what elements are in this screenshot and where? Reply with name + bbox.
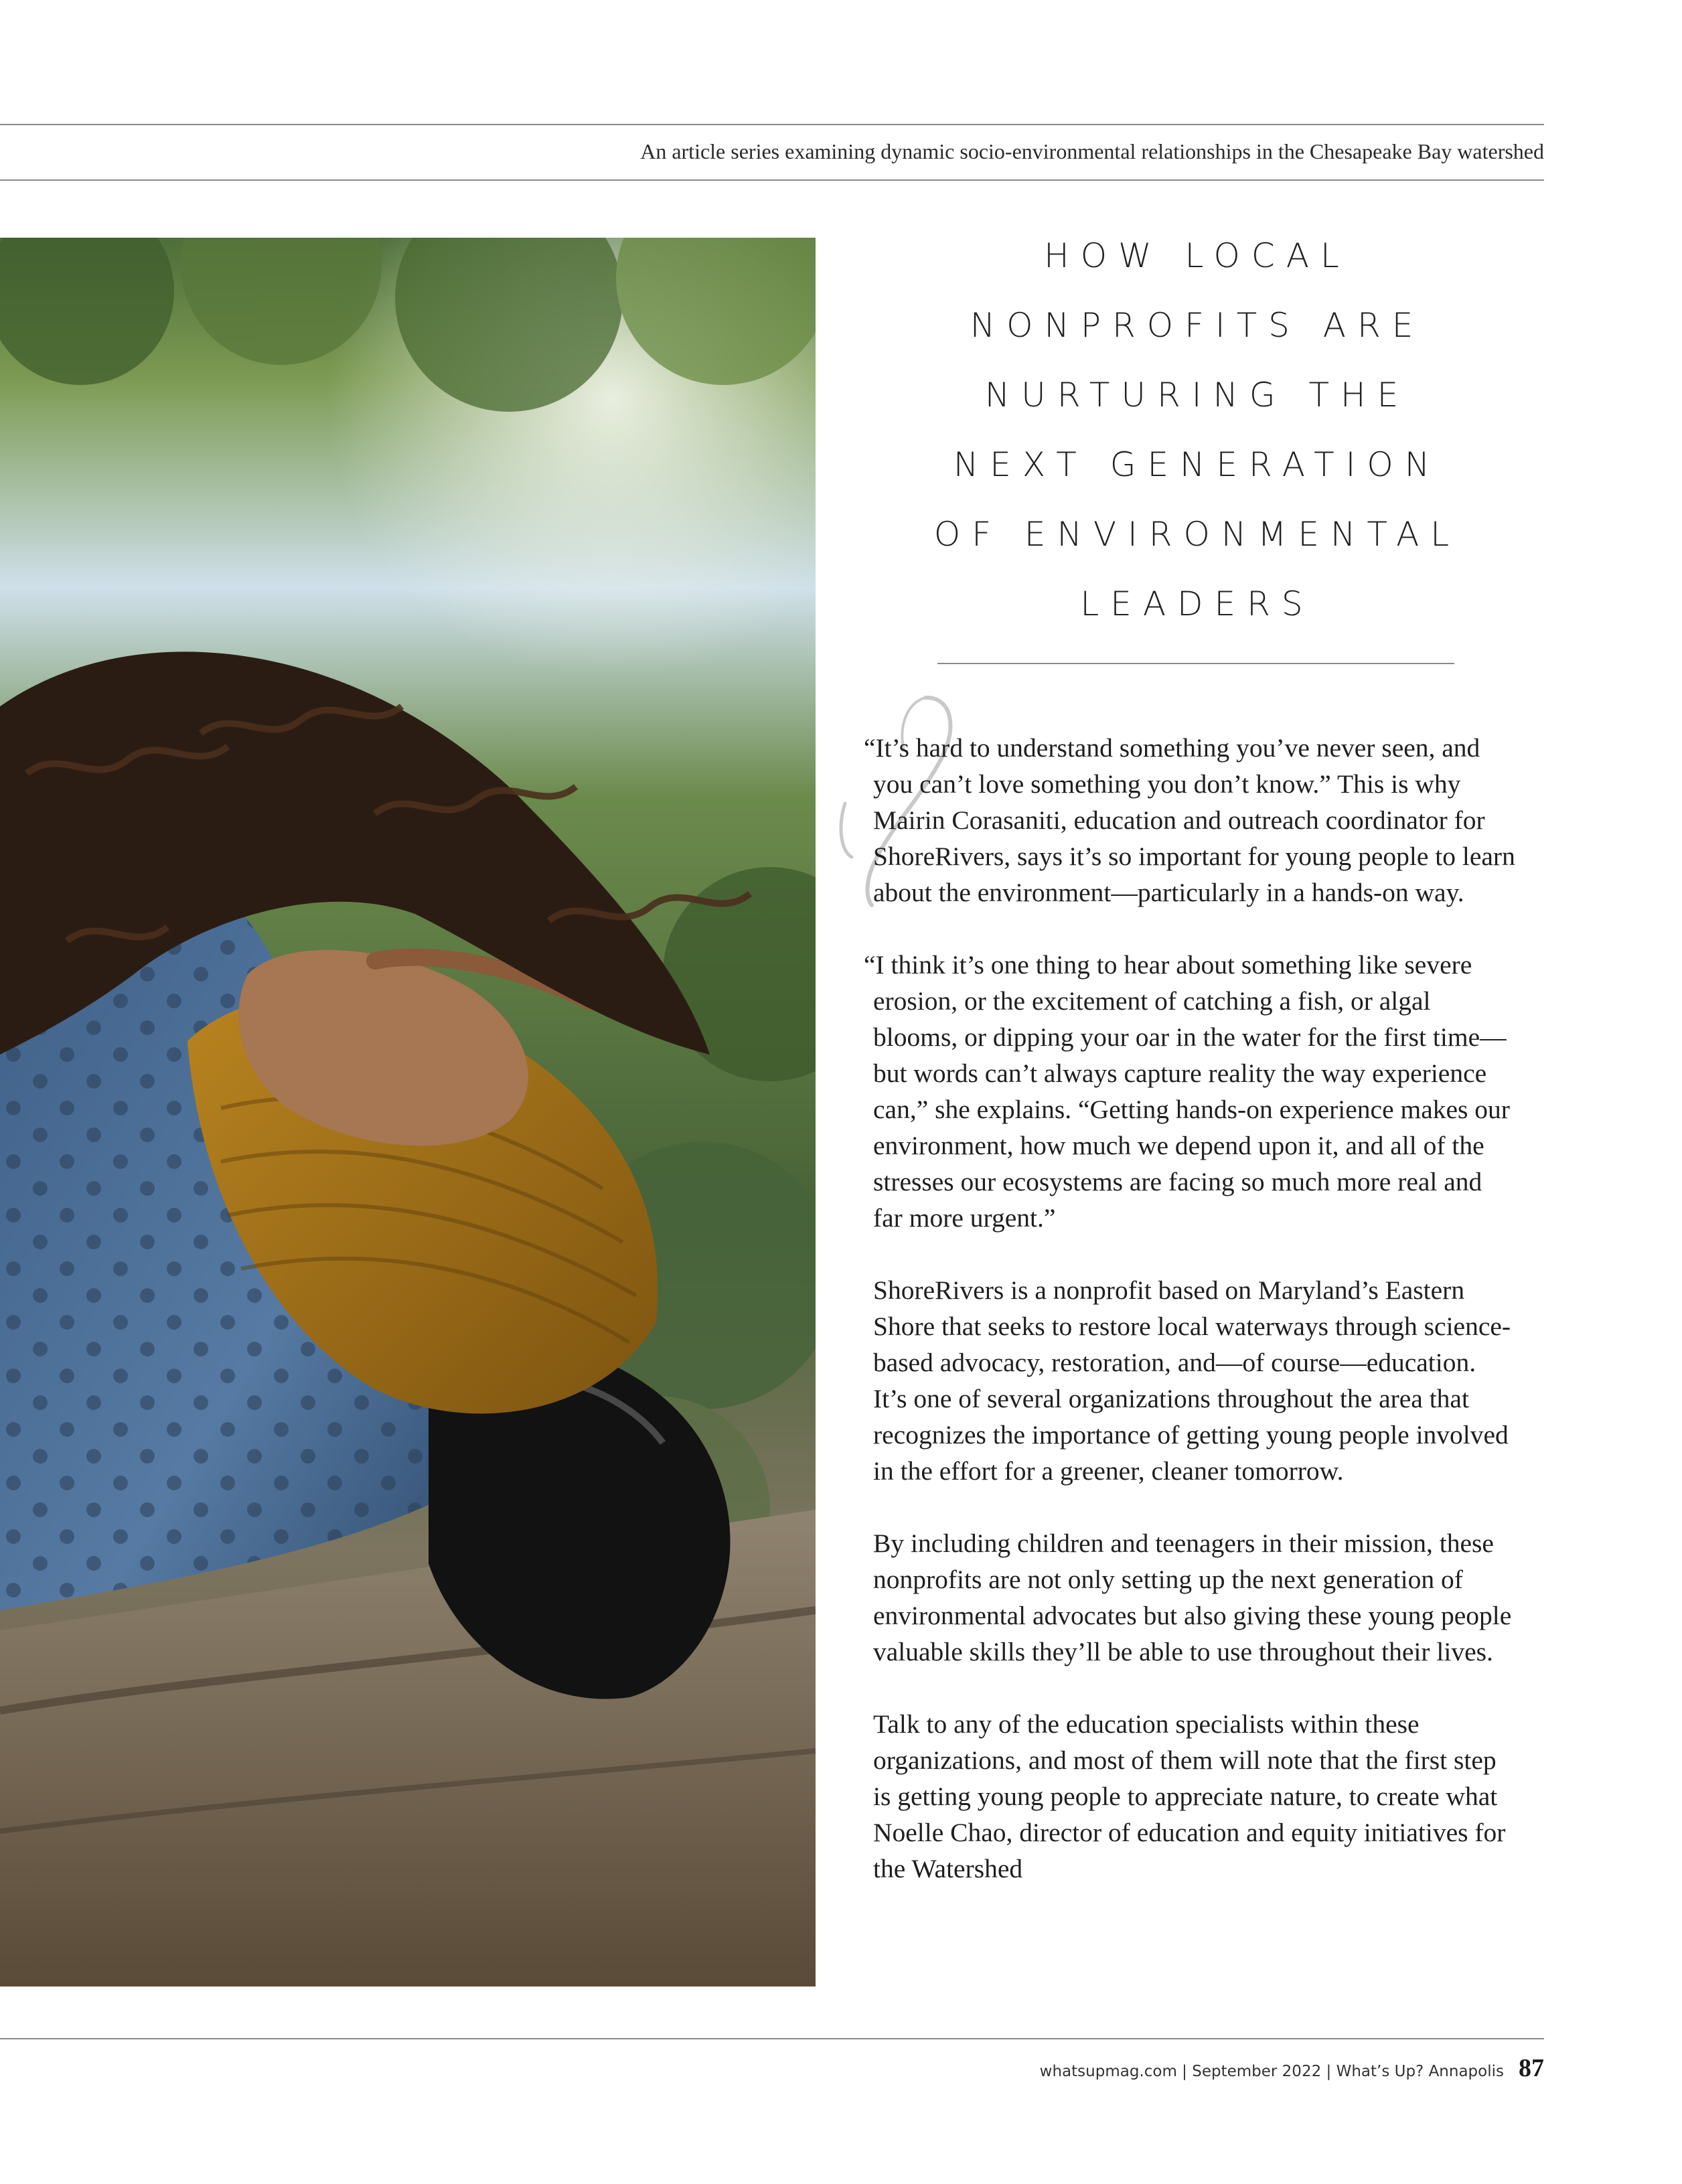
child-in-nature-photo: [0, 238, 816, 1986]
article-paragraph: Talk to any of the education specialists within these organizations, and most of them will note that the first step is getting young people to appreciate nature, to create what Noelle Chao, director of education and equity initiatives for the Watershed: [873, 1709, 1506, 1883]
article-headline: [816, 221, 1579, 639]
series-tagline: An article series examining dynamic socio-environmental relationships in the Chesapeake Bay watershed: [640, 139, 1544, 163]
article-paragraph: “I think it’s one thing to hear about something like severe erosion, or the excitement of catching a fish, or algal blooms, or dipping your oar in the water for the first time—but words can’t always capture reality the way experience can,” she explains. “Getting hands-on experience makes our environment, how much we depend upon it, and all of the stresses our ecosystems are facing so much more real and far more urgent.”: [864, 950, 1510, 1233]
article-paragraph: “It’s hard to understand something you’ve never seen, and you can’t love something you don’t know.” This is why Mairin Corasaniti, education and outreach coordinator for ShoreRivers, says it’s so important for young people to learn about the environment—particularly in a hands-on way.: [864, 733, 1515, 907]
article-paragraph: ShoreRivers is a nonprofit based on Maryland’s Eastern Shore that seeks to restore local waterways through science-based advocacy, restoration, and—of course—education. It’s one of several organizations throughout the area that recognizes the importance of getting young people involved in the effort for a greener, cleaner tomorrow.: [873, 1275, 1511, 1486]
top-rule: [0, 124, 1544, 125]
header-rule: [0, 179, 1544, 181]
headline-line: LEADERS: [1080, 584, 1314, 623]
page-footer: [1040, 2053, 1544, 2083]
headline-line: HOW LOCAL: [1044, 236, 1351, 275]
headline-line: NONPROFITS ARE: [970, 306, 1425, 345]
page-number: 87: [1519, 2054, 1544, 2082]
headline-line: OF ENVIRONMENTAL: [933, 515, 1461, 554]
footer-rule: [0, 2038, 1544, 2039]
article-body: [864, 730, 1516, 1923]
headline-line: NEXT GENERATION: [953, 445, 1442, 484]
headline-line: NURTURING THE: [984, 376, 1410, 414]
article-paragraph: By including children and teenagers in their mission, these nonprofits are not only setting up the next generation of environmental advocates but also giving these young people valuable skills they’ll be able to use throughout their lives.: [873, 1529, 1512, 1666]
headline-divider: [937, 663, 1454, 664]
footer-publication-info: whatsupmag.com | September 2022 | What’s Up? Annapolis: [1039, 2063, 1504, 2080]
